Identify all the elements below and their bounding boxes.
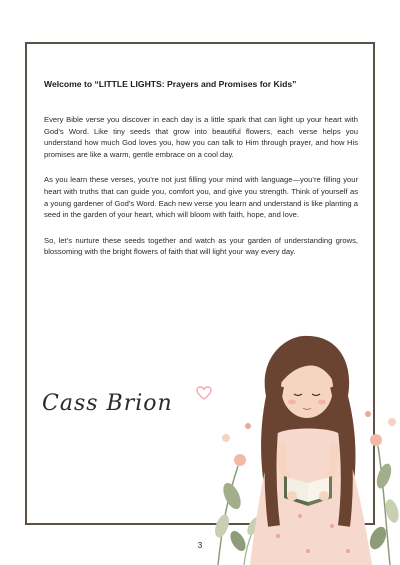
- paragraph-3: So, let’s nurture these seeds together and watch as your garden of understanding grows, blossoming with the bright flowers of faith that will light your way every day.: [44, 235, 358, 257]
- content-area: [44, 78, 358, 272]
- paragraph-1: Every Bible verse you discover in each day is a little spark that can light up your heart with God’s Word. Like tiny seeds that grow into beautiful flowers, each verse helps you understand how much God loves you, how you can talk to Him through prayer, and how His promises are like a warm, gentle embrace on a cool day.: [44, 115, 358, 159]
- signature: [40, 386, 200, 420]
- page-title: Welcome to “LITTLE LIGHTS: Prayers and Promises for Kids”: [44, 79, 297, 89]
- girl-reading-bible-illustration: [208, 326, 400, 565]
- paragraph-2: As you learn these verses, you’re not just filling your mind with language—you’re filling your heart with truths that can guide you, comfort you, and give you strength. Think of yourself as a young gardener of God’s Word. Each new verse you learn and understand is like planting a seed in the garden of your heart, which will bloom with faith, hope, and love.: [44, 175, 358, 220]
- page-number: 3: [197, 541, 203, 550]
- signature-text: Cass Brion: [42, 391, 173, 416]
